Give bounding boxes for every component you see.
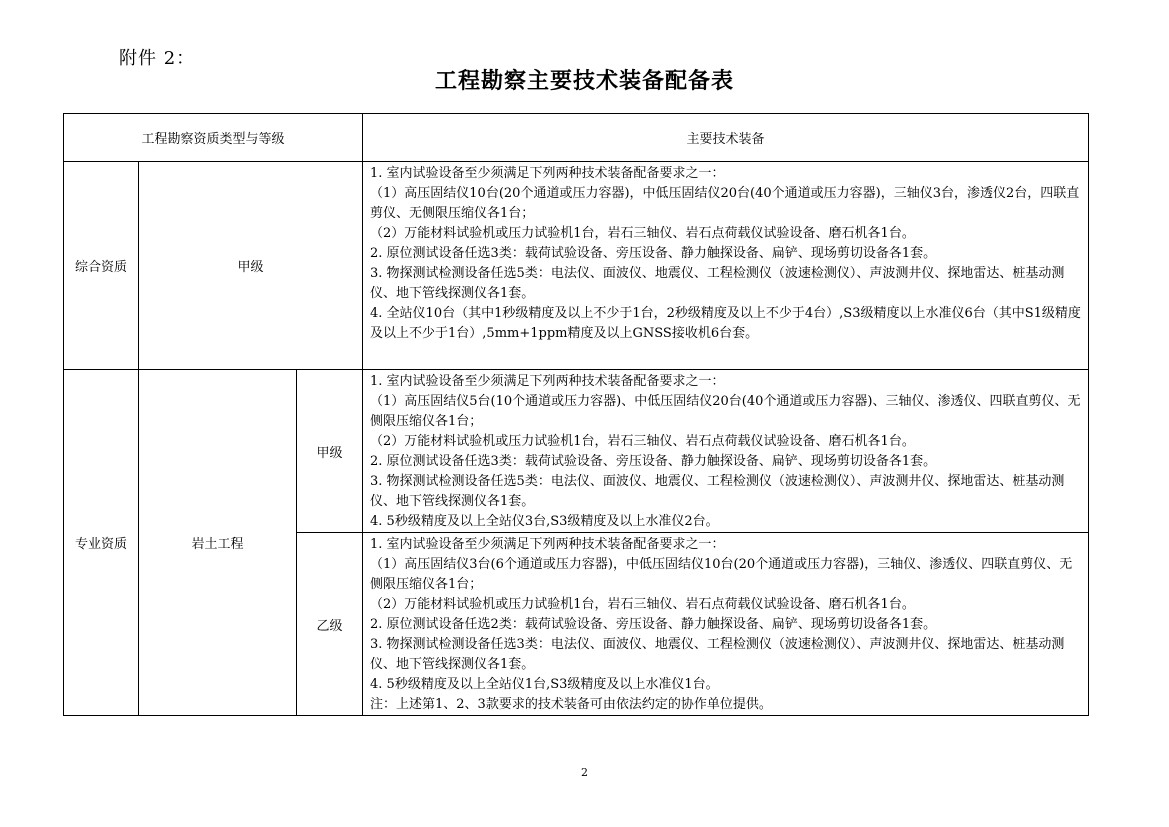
note-line: 注：上述第1、2、3款要求的技术装备可由依法约定的协作单位提供。 — [370, 697, 772, 712]
requirement-line: （2）万能材料试验机或压力试验机1台，岩石三轴仪、岩石点荷载仪试验设备、磨石机各1台。 — [370, 434, 915, 449]
equipment-requirements-cell — [363, 533, 1089, 716]
grade-cell: 甲级 — [139, 162, 363, 370]
requirement-line: 4. 5秒级精度及以上全站仪3台,S3级精度及以上水准仪2台。 — [370, 514, 719, 529]
requirement-line: 2. 原位测试设备任选3类：载荷试验设备、旁压设备、静力触探设备、扁铲、现场剪切设备各1套。 — [370, 454, 937, 469]
requirement-line: 2. 原位测试设备任选2类：载荷试验设备、旁压设备、静力触探设备、扁铲、现场剪切设备各1套。 — [370, 617, 937, 632]
page-number: 2 — [581, 766, 588, 779]
requirement-line: 2. 原位测试设备任选3类：载荷试验设备、旁压设备、静力触探设备、扁铲、现场剪切设备各1套。 — [370, 246, 937, 261]
equipment-requirements-cell — [363, 370, 1089, 533]
requirement-line: 3. 物探测试检测设备任选5类：电法仪、面波仪、地震仪、工程检测仪（波速检测仪）、声波测井仪、探地雷达、桩基动测仪、地下管线探测仪各1套。 — [370, 266, 1065, 301]
table-header-row — [64, 114, 1089, 162]
requirement-line: （2）万能材料试验机或压力试验机1台，岩石三轴仪、岩石点荷载仪试验设备、磨石机各1台。 — [370, 597, 915, 612]
requirement-line: （1）高压固结仪5台(10个通道或压力容器)、中低压固结仪20台(40个通道或压力容器)、三轴仪、渗透仪、四联直剪仪、无侧限压缩仪各1台； — [370, 394, 1081, 429]
table-row-professional-grade-a — [64, 370, 1089, 533]
grade-cell: 乙级 — [297, 533, 363, 716]
category-cell: 岩土工程 — [139, 370, 297, 716]
requirement-line: （2）万能材料试验机或压力试验机1台，岩石三轴仪、岩石点荷载仪试验设备、磨石机各1台。 — [370, 226, 915, 241]
header-qualification-type: 工程勘察资质类型与等级 — [64, 114, 363, 162]
requirement-line: 1. 室内试验设备至少须满足下列两种技术装备配备要求之一： — [370, 537, 725, 552]
requirement-line: 1. 室内试验设备至少须满足下列两种技术装备配备要求之一： — [370, 374, 725, 389]
requirement-line: 4. 5秒级精度及以上全站仪1台,S3级精度及以上水准仪1台。 — [370, 677, 719, 692]
page-title: 工程勘察主要技术装备配备表 — [434, 69, 734, 94]
header-main-equipment: 主要技术装备 — [363, 114, 1089, 162]
equipment-table — [63, 113, 1089, 716]
requirement-line: （1）高压固结仪3台(6个通道或压力容器)，中低压固结仪10台(20个通道或压力容器)，三轴仪、渗透仪、四联直剪仪、无侧限压缩仪各1台； — [370, 557, 1073, 592]
qualification-type-cell: 专业资质 — [64, 370, 139, 716]
requirement-line: （1）高压固结仪10台(20个通道或压力容器)，中低压固结仪20台(40个通道或压力容器)，三轴仪3台，渗透仪2台，四联直剪仪、无侧限压缩仪各1台； — [370, 186, 1080, 221]
qualification-type-cell: 综合资质 — [64, 162, 139, 370]
requirement-line: 3. 物探测试检测设备任选3类：电法仪、面波仪、地震仪、工程检测仪（波速检测仪）、声波测井仪、探地雷达、桩基动测仪、地下管线探测仪各1套。 — [370, 637, 1065, 672]
attachment-label: 附件 2： — [119, 48, 196, 69]
grade-cell: 甲级 — [297, 370, 363, 533]
equipment-requirements-cell — [363, 162, 1089, 370]
requirement-line: 3. 物探测试检测设备任选5类：电法仪、面波仪、地震仪、工程检测仪（波速检测仪）、声波测井仪、探地雷达、桩基动测仪、地下管线探测仪各1套。 — [370, 474, 1065, 509]
requirement-line: 4. 全站仪10台（其中1秒级精度及以上不少于1台，2秒级精度及以上不少于4台）,S3级精度以上水准仪6台（其中S1级精度及以上不少于1台）,5mm+1ppm精度及以上GNSS接收机6台套。 — [370, 306, 1081, 341]
table-row-comprehensive — [64, 162, 1089, 370]
requirement-line: 1. 室内试验设备至少须满足下列两种技术装备配备要求之一： — [370, 166, 725, 181]
